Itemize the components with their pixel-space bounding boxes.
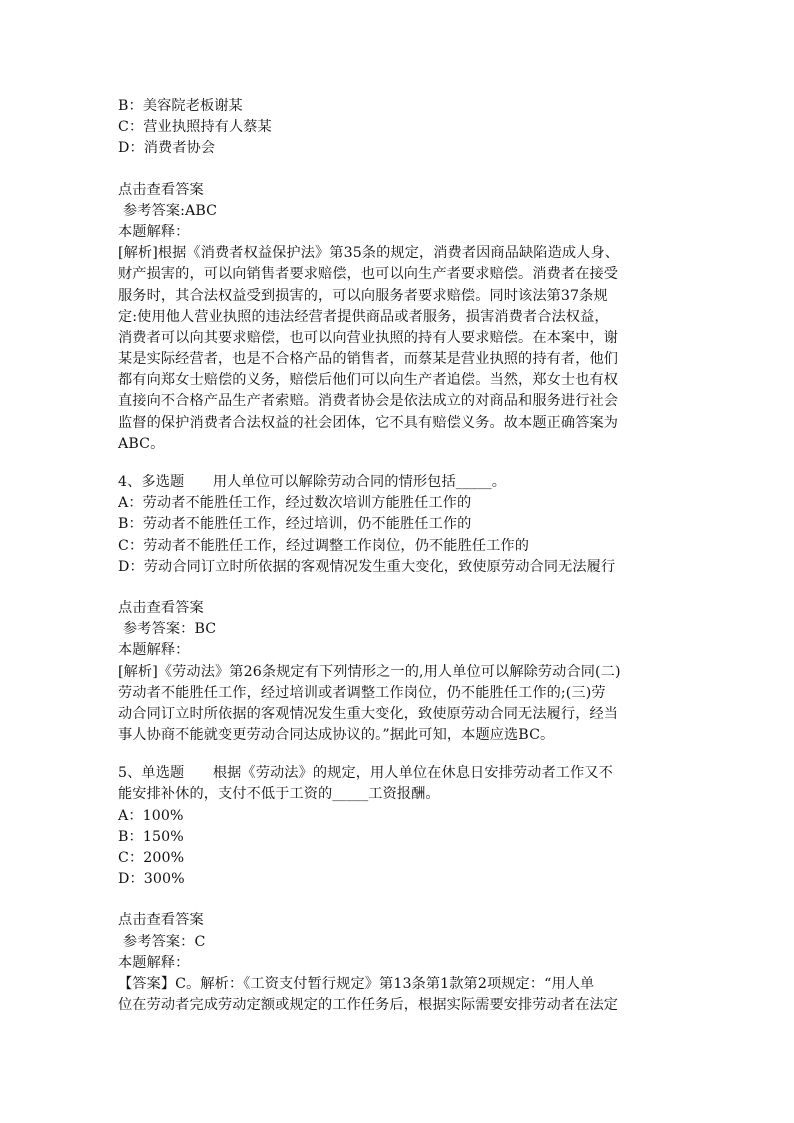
explanation-line: 事人协商不能就变更劳动合同达成协议的。”据此可知，本题应选BC。 xyxy=(118,727,555,744)
explanation-line: 某是实际经营者，也是不合格产品的销售者，而蔡某是营业执照的持有者，他们 xyxy=(118,351,619,368)
option-c: C：200% xyxy=(118,850,185,866)
option-b: B：劳动者不能胜任工作，经过培训，仍不能胜任工作的 xyxy=(118,516,472,533)
question-3 xyxy=(118,96,678,455)
option-a: A：100% xyxy=(118,807,184,824)
explanation-label: 本题解释： xyxy=(118,223,190,240)
reference-answer: 参考答案：C xyxy=(123,933,206,950)
explanation-line: 【答案】C。解析：《工资支付暂行规定》第13条第1款第2项规定：“用人单 xyxy=(118,975,595,992)
question-5 xyxy=(118,763,678,1016)
explanation-line: 定:使用他人营业执照的违法经营者提供商品或者服务，损害消费者合法权益， xyxy=(118,308,609,325)
show-answer-link[interactable]: 点击查看答案 xyxy=(118,181,204,198)
option-d: D：300% xyxy=(118,871,185,888)
option-b: B：美容院老板谢某 xyxy=(118,98,243,114)
option-d: D：消费者协会 xyxy=(118,140,216,157)
question-stem: 5、单选题 根据《劳动法》的规定，用人单位在休息日安排劳动者工作又不 xyxy=(118,765,613,782)
explanation-label: 本题解释： xyxy=(118,954,190,971)
explanation-text xyxy=(118,243,678,455)
option-b: B：150% xyxy=(118,828,184,845)
option-d: D：劳动合同订立时所依据的客观情况发生重大变化，致使原劳动合同无法履行 xyxy=(118,558,616,575)
explanation-line: 服务时，其合法权益受到损害的，可以向服务者要求赔偿。同时该法第37条规 xyxy=(118,287,608,304)
question-4 xyxy=(118,472,678,746)
option-a: A：劳动者不能胜任工作，经过数次培训方能胜任工作的 xyxy=(118,495,472,512)
explanation-line: [解析]《劳动法》第26条规定有下列情形之一的,用人单位可以解除劳动合同(二) xyxy=(118,663,621,680)
question-stem: 能安排补休的，支付不低于工资的_____工资报酬。 xyxy=(118,786,440,803)
explanation-line: 位在劳动者完成劳动定额或规定的工作任务后，根据实际需要安排劳动者在法定 xyxy=(118,997,619,1014)
option-c: C：营业执照持有人蔡某 xyxy=(118,119,272,136)
reference-answer: 参考答案:ABC xyxy=(123,202,218,219)
explanation-line: ABC。 xyxy=(118,435,165,452)
option-c: C：劳动者不能胜任工作，经过调整工作岗位，仍不能胜任工作的 xyxy=(118,537,530,554)
reference-answer: 参考答案：BC xyxy=(123,621,217,638)
explanation-line: 直接向不合格产品生产者索赔。消费者协会是依法成立的对商品和服务进行社会 xyxy=(118,393,619,410)
explanation-line: 劳动者不能胜任工作，经过培训或者调整工作岗位，仍不能胜任工作的;(三)劳 xyxy=(118,684,606,701)
explanation-line: 消费者可以向其要求赔偿，也可以向营业执照的持有人要求赔偿。在本案中，谢 xyxy=(118,329,619,346)
explanation-text xyxy=(118,662,678,747)
explanation-line: 监督的保护消费者合法权益的社会团体，它不具有赔偿义务。故本题正确答案为 xyxy=(118,414,619,431)
explanation-line: [解析]根据《消费者权益保护法》第35条的规定，消费者因商品缺陷造成人身、 xyxy=(118,245,620,262)
explanation-label: 本题解释： xyxy=(118,642,190,659)
show-answer-link[interactable]: 点击查看答案 xyxy=(118,912,204,929)
show-answer-link[interactable]: 点击查看答案 xyxy=(118,599,204,616)
explanation-text xyxy=(118,974,678,1016)
explanation-line: 财产损害的，可以向销售者要求赔偿，也可以向生产者要求赔偿。消费者在接受 xyxy=(118,266,619,283)
explanation-line: 动合同订立时所依据的客观情况发生重大变化，致使原劳动合同无法履行，经当 xyxy=(118,705,619,722)
question-stem: 4、多选题 用人单位可以解除劳动合同的情形包括_____。 xyxy=(118,474,506,490)
document-page xyxy=(118,96,678,1016)
explanation-line: 都有向郑女士赔偿的义务，赔偿后他们可以向生产者追偿。当然，郑女士也有权 xyxy=(118,372,619,389)
